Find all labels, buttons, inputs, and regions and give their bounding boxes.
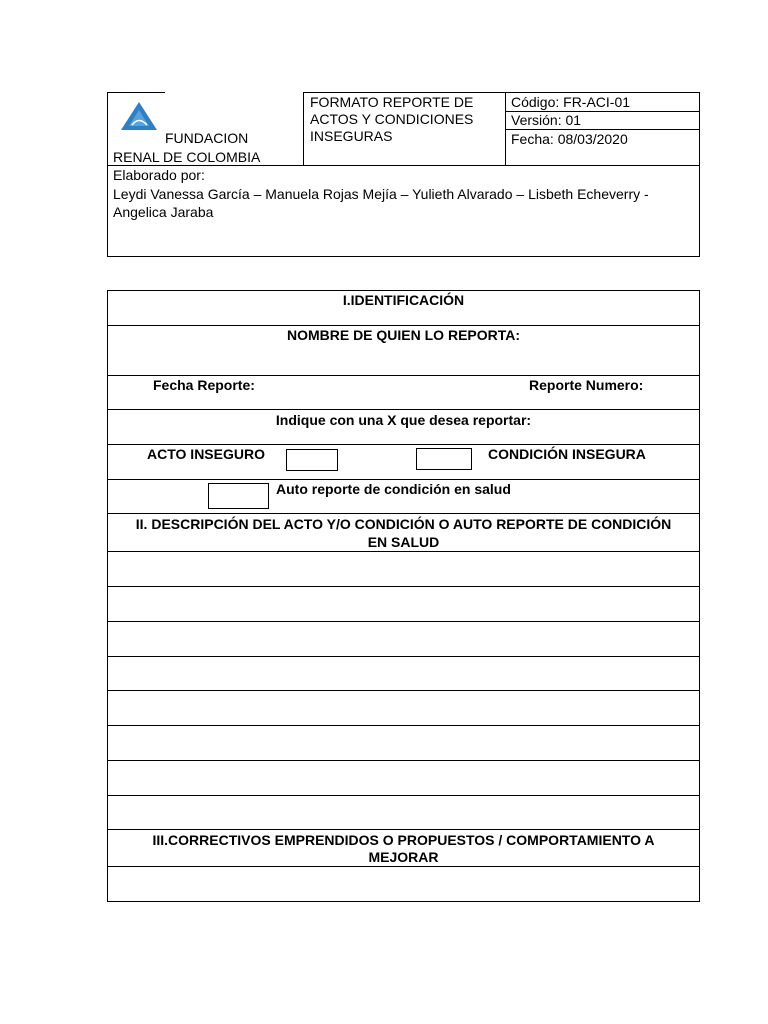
- form-title-line3: INSEGURAS: [310, 128, 393, 144]
- description-line-5[interactable]: [108, 691, 699, 725]
- reporter-name-label: NOMBRE DE QUIEN LO REPORTA:: [286, 327, 521, 343]
- reporter-name-field[interactable]: [108, 345, 699, 375]
- section2-title-line2: EN SALUD: [367, 534, 440, 550]
- description-line-2[interactable]: [108, 587, 699, 621]
- description-line-3[interactable]: [108, 622, 699, 656]
- form-title-line1: FORMATO REPORTE DE: [310, 94, 474, 110]
- document-code: Código: FR-ACI-01: [511, 94, 631, 110]
- instruction-text: Indique con una X que desea reportar:: [275, 412, 532, 428]
- triangle-logo-icon: [120, 101, 158, 131]
- unsafe-act-label: ACTO INSEGURO: [147, 446, 265, 462]
- prepared-by-label: Elaborado por:: [113, 167, 205, 183]
- section3-title-line2: MEJORAR: [368, 849, 439, 865]
- document-date: Fecha: 08/03/2020: [511, 131, 628, 147]
- authors-line2: Angelica Jaraba: [113, 204, 214, 220]
- report-number-label: Reporte Numero:: [529, 377, 644, 393]
- org-name-line2: RENAL DE COLOMBIA: [113, 149, 261, 165]
- document-version: Versión: 01: [511, 112, 582, 128]
- section1-title: I.IDENTIFICACIÓN: [342, 292, 465, 308]
- section2-title-line1: II. DESCRIPCIÓN DEL ACTO Y/O CONDICIÓN O AUTO REPORTE DE CONDICIÓN: [135, 516, 672, 532]
- self-report-label: Auto reporte de condición en salud: [276, 481, 511, 497]
- unsafe-condition-checkbox[interactable]: [416, 448, 472, 470]
- description-line-6[interactable]: [108, 726, 699, 760]
- correctives-field[interactable]: [108, 867, 699, 901]
- description-line-1[interactable]: [108, 552, 699, 586]
- unsafe-act-checkbox[interactable]: [286, 449, 338, 471]
- section3-title-line1: III.CORRECTIVOS EMPRENDIDOS O PROPUESTOS / COMPORTAMIENTO A: [152, 832, 655, 848]
- unsafe-condition-label: CONDICIÓN INSEGURA: [488, 446, 646, 462]
- description-line-7[interactable]: [108, 761, 699, 795]
- report-date-label: Fecha Reporte:: [153, 377, 255, 393]
- self-report-checkbox[interactable]: [208, 483, 269, 509]
- description-line-4[interactable]: [108, 657, 699, 690]
- org-name-line1: FUNDACION: [165, 130, 249, 146]
- authors-line1: Leydi Vanessa García – Manuela Rojas Mejía – Yulieth Alvarado – Lisbeth Echeverry -: [113, 186, 649, 202]
- description-line-8[interactable]: [108, 796, 699, 829]
- form-title-line2: ACTOS Y CONDICIONES: [310, 111, 474, 127]
